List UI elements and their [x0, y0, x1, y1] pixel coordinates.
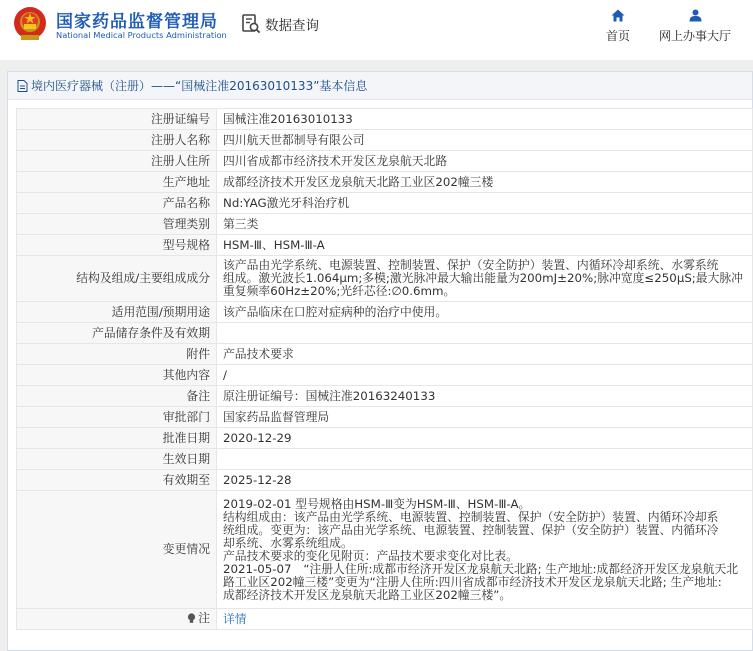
field-label: 适用范围/预期用途	[17, 302, 217, 323]
field-value	[217, 256, 753, 302]
detail-panel	[7, 71, 753, 651]
table-row	[17, 235, 753, 256]
value-line: 却系统、水雾系统组成。	[223, 535, 353, 550]
registration-detail-table	[16, 108, 753, 630]
field-value: 该产品临床在口腔对症病种的治疗中使用。	[217, 302, 753, 323]
value-line: 2019-02-01 型号规格由HSM-Ⅲ变为HSM-Ⅲ、HSM-Ⅲ-A。	[223, 496, 531, 511]
field-label: 备注	[17, 386, 217, 407]
table-row	[17, 386, 753, 407]
field-value	[217, 323, 753, 344]
remark-label-text: 注	[198, 610, 210, 625]
field-label: 变更情况	[17, 491, 217, 609]
data-query-icon	[242, 14, 261, 34]
table-row	[17, 323, 753, 344]
brand-name: 国家药品监督管理局	[56, 12, 218, 32]
value-line: 成都经济技术开发区龙泉航天北路工业区202幢三楼”。	[223, 587, 512, 602]
field-value	[217, 449, 753, 470]
field-value: 2020-12-29	[217, 428, 753, 449]
field-label: 有效期至	[17, 470, 217, 491]
panel-title-bar	[8, 72, 752, 100]
table-row	[17, 470, 753, 491]
nav-home[interactable]	[596, 9, 640, 44]
field-value: 国械注准20163010133	[217, 109, 753, 130]
field-value: Nd:YAG激光牙科治疗机	[217, 193, 753, 214]
nav-home-label: 首页	[605, 29, 630, 43]
details-link[interactable]: 详情	[223, 611, 247, 626]
value-line: 产品技术要求的变化见附页：产品技术要求变化对比表。	[223, 548, 518, 563]
table-row	[17, 609, 753, 630]
field-label: 产品储存条件及有效期	[17, 323, 217, 344]
value-line: 组成。激光波长1.064μm;多模;激光脉冲最大输出能量为200mJ±20%;脉冲宽度≤250μS;最大脉冲	[223, 271, 743, 285]
table-row	[17, 302, 753, 323]
national-emblem-icon	[13, 6, 47, 42]
table-row	[17, 365, 753, 386]
field-value: 2025-12-28	[217, 470, 753, 491]
value-line: 统组成。变更为：该产品由光学系统、电源装置、控制装置、保护（安全防护）装置、内循环冷	[223, 522, 719, 537]
field-label: 附件	[17, 344, 217, 365]
value-line: 重复频率60Hz±20%;光纤芯径:∅0.6mm。	[223, 284, 456, 298]
table-row	[17, 428, 753, 449]
field-label: 生效日期	[17, 449, 217, 470]
field-value: /	[217, 365, 753, 386]
table-row	[17, 256, 753, 302]
field-value	[217, 491, 753, 609]
field-value: 成都经济技术开发区龙泉航天北路工业区202幢三楼	[217, 172, 753, 193]
panel-title: 境内医疗器械（注册）——“国械注准20163010133”基本信息	[31, 79, 368, 93]
field-value: 原注册证编号：国械注准20163240133	[217, 386, 753, 407]
value-line: 2021-05-07 “注册人住所:成都市经济开发区龙泉航天北路; 生产地址:成都经济开发区龙泉航天北	[223, 561, 739, 576]
value-line: 该产品由光学系统、电源装置、控制装置、保护（安全防护）装置、内循环冷却系统、水雾系统	[223, 258, 719, 272]
field-value: 四川省成都市经济技术开发区龙泉航天北路	[217, 151, 753, 172]
table-row	[17, 130, 753, 151]
field-label	[17, 609, 217, 630]
document-icon	[17, 80, 28, 92]
field-label: 其他内容	[17, 365, 217, 386]
value-line: 结构组成由：该产品由光学系统、电源装置、控制装置、保护（安全防护）装置、内循环冷却系	[223, 509, 719, 524]
field-value: 国家药品监督管理局	[217, 407, 753, 428]
field-label: 生产地址	[17, 172, 217, 193]
table-row	[17, 172, 753, 193]
field-value: HSM-Ⅲ、HSM-Ⅲ-A	[217, 235, 753, 256]
data-query-label: 数据查询	[265, 18, 319, 34]
field-value: 四川航天世都制导有限公司	[217, 130, 753, 151]
site-header	[0, 0, 753, 60]
table-row	[17, 109, 753, 130]
table-row	[17, 193, 753, 214]
table-row	[17, 214, 753, 235]
lightbulb-icon	[187, 613, 196, 624]
field-label: 审批部门	[17, 407, 217, 428]
field-label: 注册人住所	[17, 151, 217, 172]
field-label: 注册人名称	[17, 130, 217, 151]
table-row	[17, 491, 753, 609]
data-query-link[interactable]	[242, 12, 319, 36]
table-row	[17, 344, 753, 365]
field-value: 产品技术要求	[217, 344, 753, 365]
field-label: 型号规格	[17, 235, 217, 256]
field-label: 批准日期	[17, 428, 217, 449]
value-line: 路工业区202幢三楼”变更为“注册人住所:四川省成都市经济技术开发区龙泉航天北路; 生产地址:	[223, 574, 722, 589]
table-row	[17, 407, 753, 428]
field-value: 第三类	[217, 214, 753, 235]
field-value	[217, 609, 753, 630]
field-label: 管理类别	[17, 214, 217, 235]
nav-online-office[interactable]	[654, 9, 736, 44]
brand-english-name: National Medical Products Administration	[56, 30, 227, 40]
nav-online-office-label: 网上办事大厅	[658, 29, 731, 43]
person-icon	[689, 9, 702, 22]
remark-label	[187, 612, 210, 625]
field-label: 注册证编号	[17, 109, 217, 130]
field-label: 结构及组成/主要组成成分	[17, 256, 217, 302]
field-label: 产品名称	[17, 193, 217, 214]
home-icon	[611, 9, 625, 22]
table-row	[17, 449, 753, 470]
table-row	[17, 151, 753, 172]
